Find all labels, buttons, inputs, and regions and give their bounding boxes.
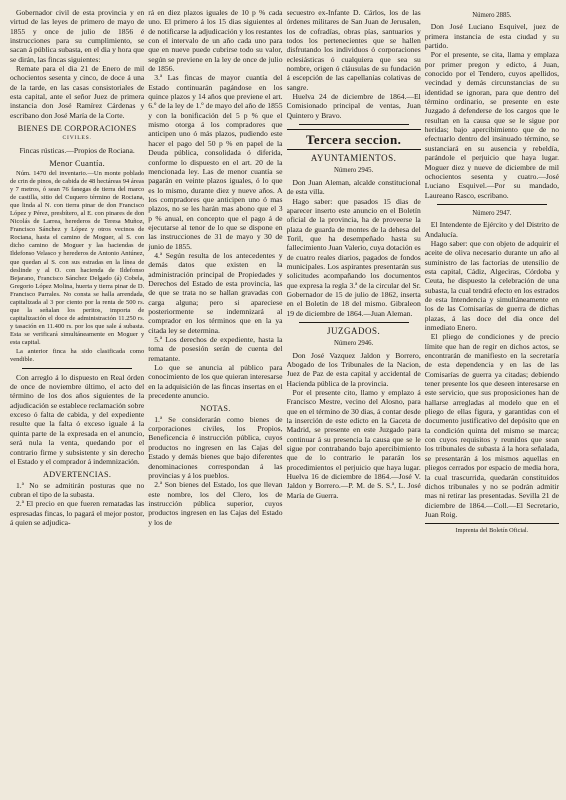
section-title: Tercera seccion. [287, 129, 421, 150]
paragraph: El pliego de condiciones y de precio límite que han de regir en dichos actos, se encontrarán de manifiesto en la secretaría de esta dependencia y en las de las Comisarías de guerra ya citadas; debiendo tener presente los que deseen interesarse en este servicio, que sus proposiciones han de hallarse arregladas al modelo que en el pliego de ellas figura, y garantidas con el documento justificativo del depósito que en la condición quinta del mismo se marca; con cuyos requisitos y reunidos que sean los tribunales de subasta á la hora señalada, se presentarán á los mismos aquellas en pliegos cerrados por espacio de media hora, la cual trascurrida, quedarán constituidos dichos tribunales y no se podrán admitir mas ni retirar las presentadas. Sevilla 21 de diciembre de 1864.—Coll.—El Secretario, Juan Roig. [424, 332, 559, 519]
printer-imprint: Imprenta del Boletín Oficial. [425, 523, 559, 535]
separator-rule [22, 368, 132, 369]
notice-number: Número 2946. [333, 340, 374, 348]
inventory-entry: La anterior finca ha sido clasificada como vendible. [10, 347, 145, 363]
paragraph: 1.ª Se considerarán como bienes de corporaciones civiles, los Propios, Beneficencia é instrucción pública, cuyos productos no ingresen en las Cajas del Estado y demás bienes que bajo diferentes denominaciones correspondan á las provincias y á los pueblos. [148, 414, 283, 480]
column-4 [425, 8, 559, 792]
column-1 [10, 8, 144, 792]
section-subheading: CIVILES. [62, 135, 92, 142]
paragraph: Don Juan Aleman, alcalde constitucional de esta villa. [286, 177, 421, 197]
notice-number: Número 2945. [333, 167, 374, 175]
separator-rule [437, 204, 547, 205]
paragraph: Con arreglo á lo dispuesto en Real órden de once de noviembre último, el acto del término de los dos años siguientes de la adjudicación se establece reclamación sobre exceso ó falta de cabida, y del expediente resulte que la falta ó exceso iguale á la quinta parte de la expresada en el anuncio, será nula la venta, quedando por el contrario firme y subsistente y sin derecho el Estado y el comprador á indemnización. [10, 372, 145, 466]
section-heading: BIENES DE CORPORACIONES [17, 124, 137, 134]
paragraph: 4.ª Según resulta de los antecedentes y demás datos que existen en la administración principal de Propiedades y Derechos del Estado de esta provincia, las de que se trata no se hallan gravadas con carga alguna; pero si apareciese posteriormente se indemnizará al comprador en los términos que en la ya citada ley se determina. [148, 250, 283, 335]
notice-number: Número 2885. [472, 12, 512, 19]
paragraph: 3.ª Las fincas de mayor cuantía del Estado continuarán pagándose en los quince plazos y 14 años que previene el art. 6.º de la ley de 1.º de mayo del año de 1855 y con la bonificación del 5 p % que el mismo otorga á los compradores que anticipen uno ó más plazos, pudiendo este hacer el pago del 50 p % en papel de la Deuda pública, consolidada ó diferida, conforme lo dispuesto en el art. 20 de la mencionada ley. Las de menor cuantía se pagarán en veinte plazos iguales, ó lo que es lo mismo, durante diez y nueve años. A los compradores que anticipen uno ó mas plazos, no se les harán mas abono que el 3 p % anual, en concepto que el pago á de ejecutarse al tenor de lo que se dispone en las instrucciones de 31 de mayo y 30 de junio de 1855. [148, 73, 283, 251]
paragraph: Lo que se anuncia al público para conocimiento de los que quieran interesarse en la adquisición de las fincas insertas en el precedente anuncio. [148, 363, 283, 401]
paragraph: Don José Vazquez Jaldon y Borrero, Abogado de los Tribunales de la Nacion, Juez de Paz de esta capital y accidental de Hacienda pública de la provincia. [286, 350, 421, 388]
column-2 [148, 8, 282, 792]
paragraph: 2.ª Son bienes del Estado, los que llevan este nombre, los del Clero, los de instrucción pública superior, cuyos productos ingresen en las Cajas del Estado y los de [148, 480, 283, 527]
paragraph: Hago saber: que con objeto de adquirir el aceite de oliva necesario durante un año al suministro de las factorías de utensilio de esta capital, Cádiz, Algeciras, Córdoba y Ceuta, he dispuesto la celebración de una subasta, la cual tendrá efecto en los estrados de esta Intendencia y simultáneamente en los de las Comisarías de guerra de dichas plazas, á las doce del dia once del inmediato Enero. [424, 238, 559, 332]
paragraph-continued: rá en diez plazos iguales de 10 p % cada uno. El primero á los 15 dias siguientes al de notificarse la adjudicación y los restantes con el intervalo de un año cada uno para que en nueve puede cubrirse todo su valor, según se previene en la ley de once de julio de 1856. [148, 8, 283, 74]
subsection-title: AYUNTAMIENTOS. [310, 153, 397, 164]
paragraph: Gobernador civil de esta provincia y en virtud de las leyes de primero de mayo de 1855 y once de julio de 1856 é instrucciones para su cumplimiento, se sacan á pública subasta, en el dia y hora que se dirán, las fincas siguientes: [10, 8, 145, 64]
paragraph: 1.ª No se admitirán posturas que no cubran el tipo de la subasta. [10, 480, 145, 499]
section-heading: Menor Cuantía. [49, 159, 105, 169]
paragraph: Don José Luciano Esquivel, juez de primera instancia de esta ciudad y su partido. [424, 22, 559, 51]
section-heading: NOTAS. [200, 404, 231, 414]
separator-rule [299, 124, 409, 125]
paragraph: Huelva 24 de diciembre de 1864.—El Comisionado principal de ventas, Juan Quintero y Bravo. [286, 92, 421, 120]
paragraph: El Intendente de Ejército y del Distrito de Andalucía. [424, 220, 559, 239]
paragraph: Por el presente, se cita, llama y emplaza por primer pregon y edicto, á Juan, conocido por el Tendero, cuyos apellidos, vecindad y demás circunstancias de su identidad se ignoran, para que dentro del término ordinario, se presente en este Juzgado á defenderse de los cargos que le resultan en la causa que se le sigue por heridas; bajo apercibimiento que de no efectuarlo dentro del insinuado término, se sustanciará en su ausencia y rebeldía, parándole el perjuicio que haya lugar. Moguer diez y nueve de diciembre de mil ochocientos sesenta y cuatro.—José Luciano Esquivel.—Por su mandado, Laureano Rasco, escribano. [424, 50, 559, 200]
separator-rule [299, 322, 409, 323]
column-3 [287, 8, 421, 792]
paragraph: Por el presente cito, llamo y emplazo á Francisco Mestre, vecino del Alosno, para que en el término de 30 dias, á contar desde la inserción de este edicto en la Gaceta de Madrid, se presente en este Juzgado para continuar á su presencia la causa que se le sigue por contrabando bajo apercibimiento que de lo contrario le pararán los procedimientos el perjuicio que haya lugar. Huelva 16 de diciembre de 1864.—José V. Jaldon y Borrero.—P. M. de S. S.ª, L. José María de Guerra. [286, 388, 421, 500]
inventory-entry: Núm. 1470 del inventario.—Un monte poblado de crin de pinos, de cabida de 48 hectáreas 94 áreas y 7 metros, ó sean 76 fanegas de tierra del marco de castilla, sitio del Cuquero término de Rociana, que linda al N. con tierra pinar de don Francisco López y Pérez, presbítero, al E. con pinares de don Nicolás de Larrea, herederos de Teresa Muñoz, Francisco Sánchez y López y otros vecinos de Rociana, hasta el camino de Moguer, al S. con dicho camino de Moguer y las haciendas de Ildefonso Velasco y herederos de Antonio Antúnez, que quedan al S. con sus estradas en la línea de deslinde y al O. con hacienda de Ildefonso Bejarano, Francisco Sánchez Delgado (á) Cobela, Gregorio López Molina, huerta y tierra pinar de D. Francisco Parrales. No consta se halla arrendada, capitalizada al 3 por ciento por la renta de 500 rs. que la señalan los peritos, importa de capitalización el doce de administración 11.250 rs. y tasación en 11.400 rs. por los que sale á subasta. Esta se verificará simultáneamente en Moguer y esta capital. [10, 169, 145, 347]
paragraph: 5.ª Los derechos de expediente, hasta la toma de posesión serán de cuenta del rematante. [148, 335, 283, 363]
subsection-title: JUZGADOS. [326, 325, 381, 336]
paragraph-continued: secuestro ex-Infante D. Cárlos, los de las órdenes militares de San Juan de Jerusalen, los de cofradías, obras pías, santuarios y todos los pertenecientes que se hallen disfrutando los individuos ó corporaciones eclesiásticas ó cualquiera que sea su nombre, origen ó cláusulas de su fundación á escepción de las capellanías colativas de sangre. [286, 8, 421, 92]
paragraph: Hago saber: que pasados 15 dias de aparecer inserto este anuncio en el Boletín oficial de la provincia, ha de proveerse la plaza de guarda de montes de la dehesa del Toril, que ha desempeñado hasta su fallecimiento Juan Valerio, cuya dotación es de cuatro reales diarios, pagados de fondos municipales. Los aspirantes presentarán sus solicitudes acompañando los documentos que expresa la regla 3.ª de la circular del Sr. Gobernador de 15 de julio de 1862, inserta en el Boletín de 18 del mismo. Gibraleon 19 de diciembre de 1864.—Juan Aleman. [286, 196, 421, 318]
paragraph: 2.ª El precio en que fueren rematadas las espresadas fincas, lo pagará el mejor postor, á quien se adjudica- [10, 499, 145, 527]
notice-number: Número 2947. [472, 209, 512, 217]
paragraph: Remate para el dia 21 de Enero de mil ochocientos sesenta y cinco, de doce á una de la tarde, en las casas consistoriales de esta capital, ante el señor Juez de primera instancia don José Ramírez Cárdenas y escribano don José María de la Corte. [10, 64, 145, 120]
centered-line: Fincas rústicas.—Propios de Rociana. [19, 145, 135, 155]
section-heading: ADVERTENCIAS. [43, 470, 112, 480]
